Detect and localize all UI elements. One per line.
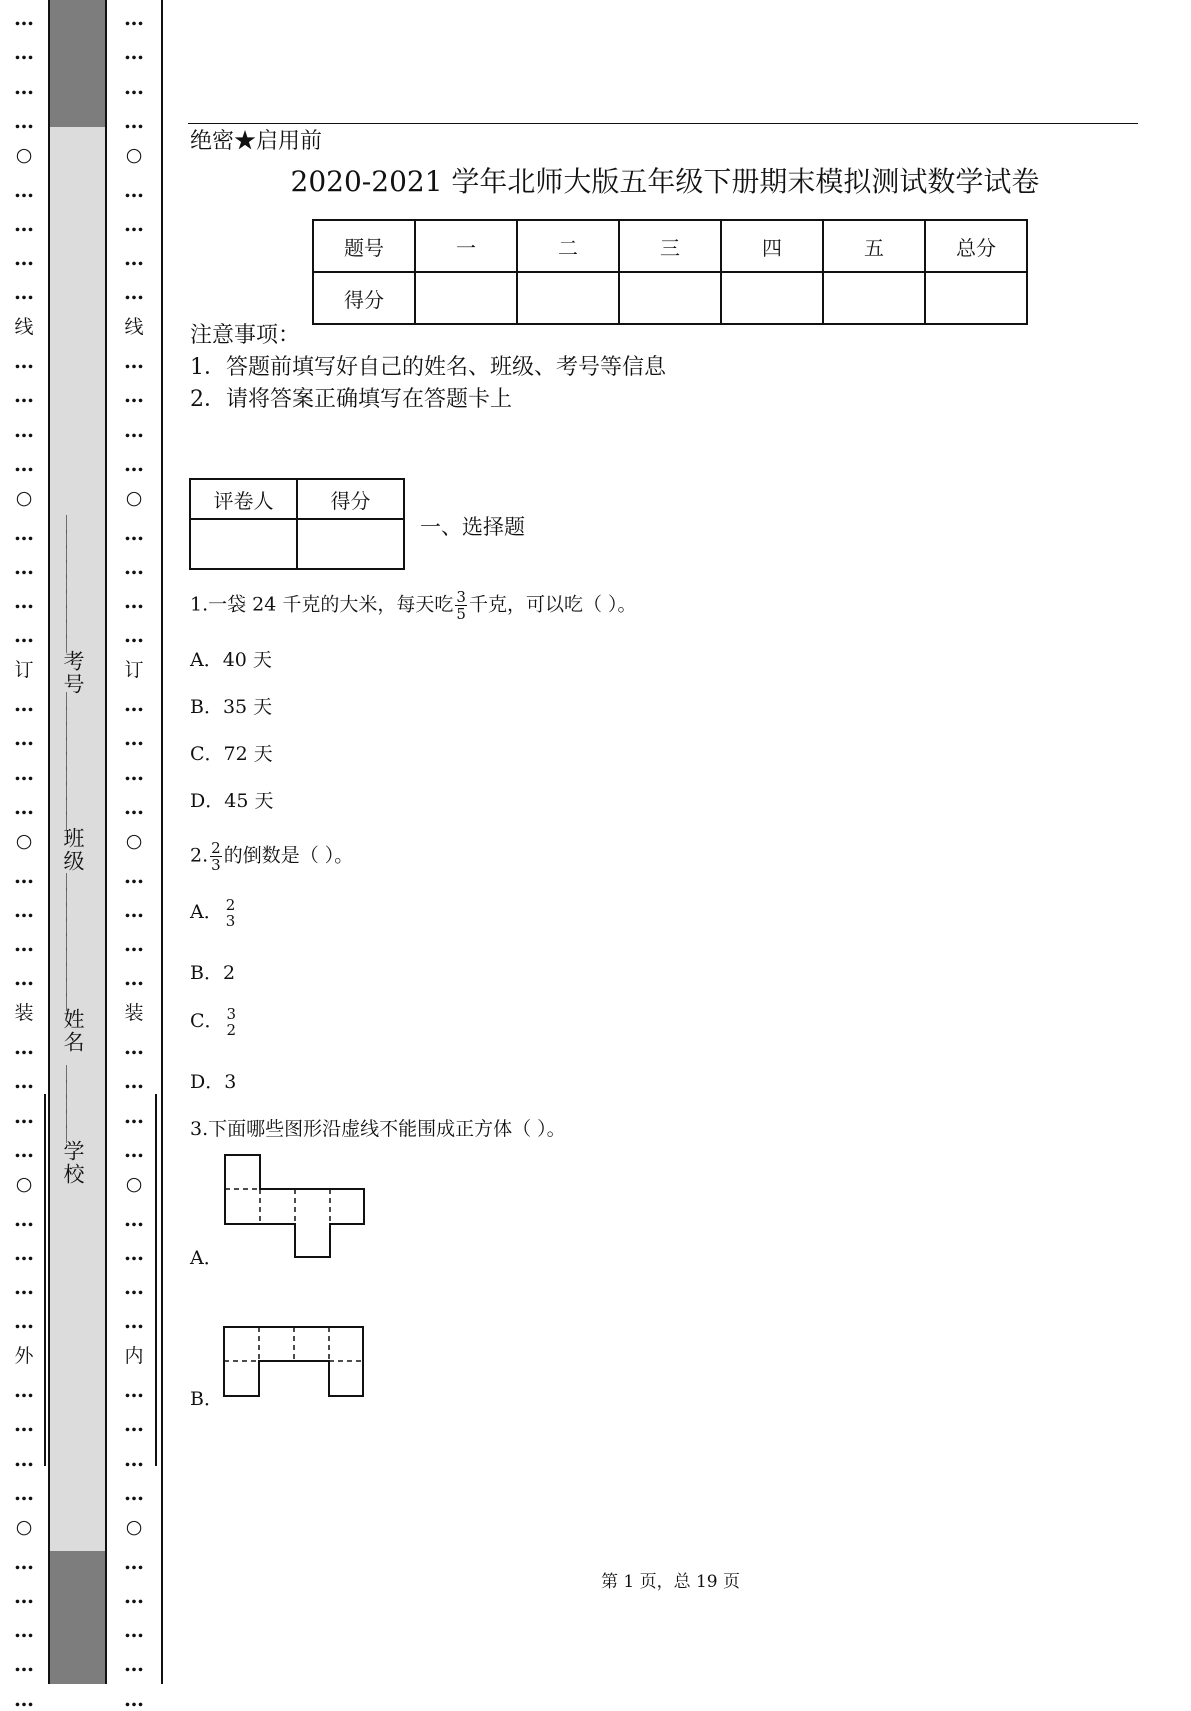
- dot-separator: …: [124, 1206, 144, 1231]
- dot-separator: …: [124, 246, 144, 271]
- dot-separator: …: [124, 520, 144, 545]
- margin-char: 线: [124, 315, 144, 338]
- dot-separator: …: [124, 966, 144, 991]
- grader-score-label: 得分: [297, 479, 404, 519]
- question-1-text-end: 千克，可以吃（ ）。: [468, 593, 637, 616]
- dot-separator: …: [14, 554, 34, 579]
- option-c[interactable]: C．72 天: [190, 743, 273, 765]
- dot-separator: …: [124, 1480, 144, 1505]
- dot-separator: …: [14, 1240, 34, 1265]
- circle-mark: ○: [125, 144, 143, 167]
- option-a[interactable]: A．: [190, 1247, 223, 1269]
- dot-separator: …: [14, 1378, 34, 1402]
- cube-net-b-figure: [223, 1326, 367, 1398]
- dot-separator: …: [14, 589, 34, 614]
- margin-char: 订: [14, 658, 34, 681]
- dot-separator: …: [124, 211, 144, 236]
- margin-char: 内: [124, 1344, 144, 1367]
- dot-separator: …: [14, 794, 34, 819]
- margin-char: 线: [14, 315, 34, 338]
- circle-mark: ○: [125, 1173, 143, 1196]
- binding-margin-outer: [0, 0, 50, 1711]
- dot-separator: …: [14, 280, 34, 305]
- dot-separator: …: [124, 760, 144, 785]
- dot-separator: …: [14, 520, 34, 545]
- dot-separator: …: [124, 1446, 144, 1471]
- dot-separator: …: [124, 383, 144, 408]
- option-b[interactable]: B．35 天: [190, 696, 273, 718]
- dot-separator: …: [124, 1412, 144, 1437]
- fraction: 2 3: [225, 896, 236, 930]
- dot-separator: …: [14, 1686, 34, 1711]
- name-field: ＿＿＿＿＿＿＿＿＿姓名: [61, 873, 85, 1054]
- fraction: 3 2: [226, 1005, 237, 1039]
- cube-net-a-figure: [224, 1154, 368, 1258]
- dot-separator: …: [14, 1652, 34, 1677]
- dot-separator: …: [124, 554, 144, 579]
- option-a[interactable]: A．40 天: [190, 649, 272, 671]
- binding-margin-inner: [105, 0, 163, 1711]
- dot-separator: …: [14, 211, 34, 236]
- grader-label: 评卷人: [190, 479, 297, 519]
- margin-char: 装: [124, 1001, 144, 1024]
- dot-separator: …: [124, 349, 144, 373]
- score-head-cell: 题号: [313, 220, 415, 272]
- grader-score-cell[interactable]: [297, 519, 404, 569]
- dot-separator: …: [124, 794, 144, 819]
- dot-separator: …: [14, 383, 34, 408]
- circle-mark: ○: [15, 487, 33, 510]
- dot-separator: …: [14, 1035, 34, 1059]
- option-a[interactable]: A． 2 3: [190, 896, 236, 930]
- score-cell[interactable]: [517, 272, 619, 324]
- option-b[interactable]: B．2: [190, 962, 236, 984]
- dot-separator: …: [14, 40, 34, 65]
- exam-number-field: ＿＿＿＿＿＿＿＿＿考号: [61, 515, 85, 696]
- dot-separator: …: [14, 417, 34, 442]
- dot-separator: …: [14, 451, 34, 476]
- dot-separator: …: [14, 1412, 34, 1437]
- dot-separator: …: [124, 1035, 144, 1059]
- circle-mark: ○: [15, 1173, 33, 1196]
- dot-separator: …: [14, 726, 34, 751]
- dot-separator: …: [124, 897, 144, 922]
- fraction: $\frac{2}{3}$: [211, 839, 221, 874]
- score-head-cell: 四: [721, 220, 823, 272]
- score-cell[interactable]: [415, 272, 517, 324]
- dot-separator: …: [14, 863, 34, 888]
- dot-separator: …: [14, 1275, 34, 1300]
- circle-mark: ○: [125, 830, 143, 853]
- dot-separator: …: [14, 623, 34, 648]
- circle-mark: ○: [125, 487, 143, 510]
- score-table: [312, 219, 1028, 325]
- dot-separator: …: [124, 6, 144, 30]
- dot-separator: …: [124, 726, 144, 751]
- score-cell[interactable]: [925, 272, 1027, 324]
- confidential-label: 绝密★启用前: [190, 129, 323, 154]
- dot-separator: …: [124, 108, 144, 133]
- dot-separator: …: [14, 760, 34, 785]
- dot-separator: …: [14, 1103, 34, 1128]
- score-cell[interactable]: [619, 272, 721, 324]
- question-2: [190, 840, 353, 873]
- dot-separator: …: [14, 932, 34, 957]
- dot-separator: …: [124, 692, 144, 716]
- dot-separator: …: [124, 451, 144, 476]
- option-c[interactable]: C． 3 2: [190, 1005, 237, 1039]
- dot-separator: …: [14, 246, 34, 271]
- dot-separator: …: [124, 589, 144, 614]
- dot-separator: …: [14, 897, 34, 922]
- dot-separator: …: [14, 1446, 34, 1471]
- dot-separator: …: [124, 1652, 144, 1677]
- question-2-number: 2.: [190, 844, 209, 867]
- class-field: ＿＿＿＿＿＿＿＿＿班级: [61, 692, 85, 873]
- option-d[interactable]: D．3: [190, 1071, 237, 1093]
- dot-separator: …: [14, 74, 34, 99]
- dot-separator: …: [124, 40, 144, 65]
- dot-separator: …: [124, 1618, 144, 1643]
- dot-separator: …: [124, 1103, 144, 1128]
- dot-separator: …: [14, 1549, 34, 1574]
- school-field: ＿＿＿＿＿学校: [61, 1065, 85, 1186]
- dot-separator: …: [14, 177, 34, 202]
- question-1: [190, 589, 636, 622]
- circle-mark: ○: [15, 144, 33, 167]
- dot-separator: …: [14, 1618, 34, 1643]
- score-row-label: 得分: [313, 272, 415, 324]
- dot-separator: …: [14, 692, 34, 716]
- section-title: 一、选择题: [420, 515, 525, 539]
- option-d[interactable]: D．45 天: [190, 790, 274, 812]
- score-cell[interactable]: [721, 272, 823, 324]
- margin-char: 订: [124, 658, 144, 681]
- dot-separator: …: [124, 1686, 144, 1711]
- dot-separator: …: [124, 1275, 144, 1300]
- dot-separator: …: [14, 1480, 34, 1505]
- dot-separator: …: [124, 863, 144, 888]
- instruction-item: 1．答题前填写好自己的姓名、班级、考号等信息: [190, 355, 666, 380]
- dot-separator: …: [124, 1583, 144, 1608]
- score-head-cell: 三: [619, 220, 721, 272]
- header-rule: [188, 123, 1138, 124]
- question-3: 3.下面哪些图形沿虚线不能围成正方体（ ）。: [190, 1118, 566, 1140]
- dot-separator: …: [124, 932, 144, 957]
- circle-mark: ○: [15, 1516, 33, 1539]
- dot-separator: …: [124, 1069, 144, 1094]
- dot-separator: …: [14, 1069, 34, 1094]
- margin-band-top: [50, 0, 105, 127]
- fraction: $\frac{3}{5}$: [456, 588, 466, 623]
- instructions: [190, 320, 666, 416]
- dot-separator: …: [124, 74, 144, 99]
- grader-table: [189, 478, 405, 570]
- option-b[interactable]: B．: [190, 1388, 223, 1410]
- score-head-cell: 五: [823, 220, 925, 272]
- dot-separator: …: [124, 1378, 144, 1402]
- circle-mark: ○: [125, 1516, 143, 1539]
- dot-separator: …: [14, 1309, 34, 1334]
- circle-mark: ○: [15, 830, 33, 853]
- dot-separator: …: [14, 1137, 34, 1162]
- page-title: 2020-2021 学年北师大版五年级下册期末模拟测试数学试卷: [290, 165, 1040, 198]
- dot-separator: …: [14, 108, 34, 133]
- dot-separator: …: [124, 1549, 144, 1574]
- question-1-text: 1.一袋 24 千克的大米，每天吃: [190, 593, 454, 616]
- instructions-heading: 注意事项：: [190, 323, 301, 348]
- grader-cell[interactable]: [190, 519, 297, 569]
- dot-separator: …: [14, 349, 34, 373]
- dot-separator: …: [124, 623, 144, 648]
- dot-separator: …: [14, 1583, 34, 1608]
- dot-separator: …: [124, 177, 144, 202]
- question-2-text: 的倒数是（ ）。: [223, 844, 354, 867]
- score-cell[interactable]: [823, 272, 925, 324]
- dot-separator: …: [124, 280, 144, 305]
- instruction-item: 2．请将答案正确填写在答题卡上: [190, 387, 512, 412]
- page-footer: 第 1 页，总 19 页: [600, 1572, 741, 1592]
- score-head-cell: 一: [415, 220, 517, 272]
- dot-separator: …: [14, 1206, 34, 1231]
- dot-separator: …: [124, 1309, 144, 1334]
- score-head-cell: 总分: [925, 220, 1027, 272]
- margin-char: 装: [14, 1001, 34, 1024]
- score-head-cell: 二: [517, 220, 619, 272]
- dot-separator: …: [14, 966, 34, 991]
- dot-separator: …: [124, 1137, 144, 1162]
- dot-separator: …: [14, 6, 34, 30]
- margin-char: 外: [14, 1344, 34, 1367]
- dot-separator: …: [124, 417, 144, 442]
- dot-separator: …: [124, 1240, 144, 1265]
